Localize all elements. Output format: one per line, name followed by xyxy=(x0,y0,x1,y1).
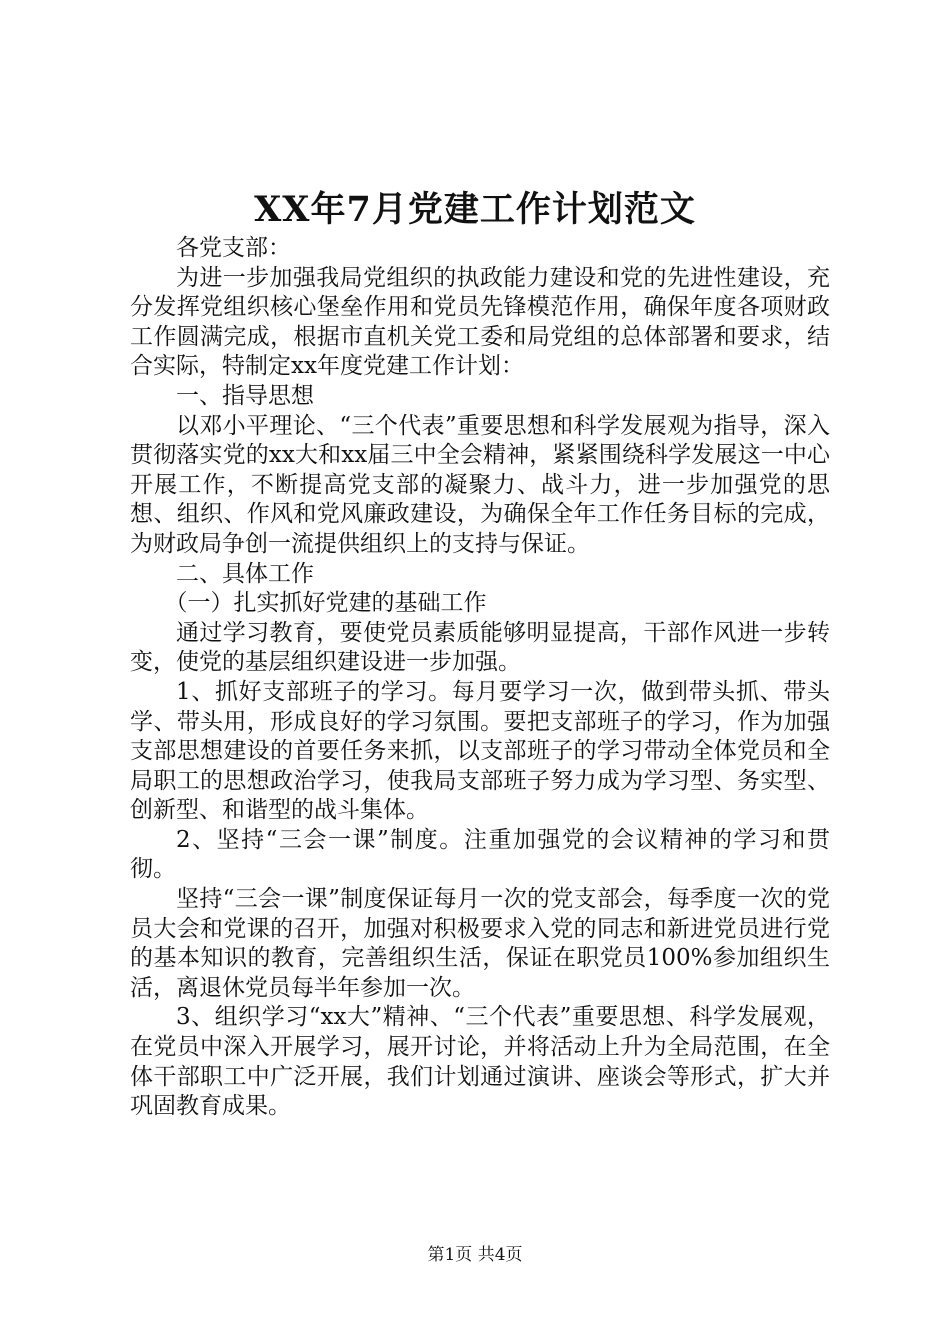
document-body xyxy=(130,234,830,1122)
item-2-paragraph: 2、坚持“三会一课”制度。注重加强党的会议精神的学习和贯彻。 xyxy=(130,826,830,883)
section-heading-guiding-ideology: 一、指导思想 xyxy=(176,382,314,409)
item-3-paragraph: 3、组织学习“xx大”精神、“三个代表”重要思想、科学发展观，在党员中深入开展学习，展开讨论，并将活动上升为全局范围，在全体干部职工中广泛开展，我们计划通过演讲、座谈会等形式，扩大并巩固教育成果。 xyxy=(130,1004,830,1120)
meeting-system-paragraph: 坚持“三会一课”制度保证每月一次的党支部会，每季度一次的党员大会和党课的召开，加强对积极要求入党的同志和新进党员进行党的基本知识的教育，完善组织生活，保证在职党员100%参加组织生活，离退休党员每半年参加一次。 xyxy=(130,886,830,1001)
guiding-ideology-paragraph: 以邓小平理论、“三个代表”重要思想和科学发展观为指导，深入贯彻落实党的xx大和xx届三中全会精神，紧紧围绕科学发展这一中心开展工作，不断提高党支部的凝聚力、战斗力，进一步加强党的思想、组织、作风和党风廉政建设，为确保全年工作任务目标的完成，为财政局争创一流提供组织上的支持与保证。 xyxy=(130,412,830,557)
intro-paragraph: 为进一步加强我局党组织的执政能力建设和党的先进性建设，充分发挥党组织核心堡垒作用和党员先锋模范作用，确保年度各项财政工作圆满完成，根据市直机关党工委和局党组的总体部署和要求，结合实际，特制定xx年度党建工作计划： xyxy=(130,264,830,380)
salutation: 各党支部： xyxy=(176,235,291,261)
document-title: XX年7月党建工作计划范文 xyxy=(254,189,696,230)
section-heading-specific-work: 二、具体工作 xyxy=(176,560,314,587)
subsection-heading-foundation-work: （一）扎实抓好党建的基础工作 xyxy=(164,590,487,617)
page-indicator: 第1页 共4页 xyxy=(427,1245,523,1265)
item-1-paragraph: 1、抓好支部班子的学习。每月要学习一次，做到带头抓、带头学、带头用，形成良好的学习氛围。要把支部班子的学习，作为加强支部思想建设的首要任务来抓，以支部班子的学习带动全体党员和全局职工的思想政治学习，使我局支部班子努力成为学习型、务实型、创新型、和谐型的战斗集体。 xyxy=(130,678,830,824)
foundation-work-paragraph: 通过学习教育，要使党员素质能够明显提高，干部作风进一步转变，使党的基层组织建设进一步加强。 xyxy=(130,619,830,676)
